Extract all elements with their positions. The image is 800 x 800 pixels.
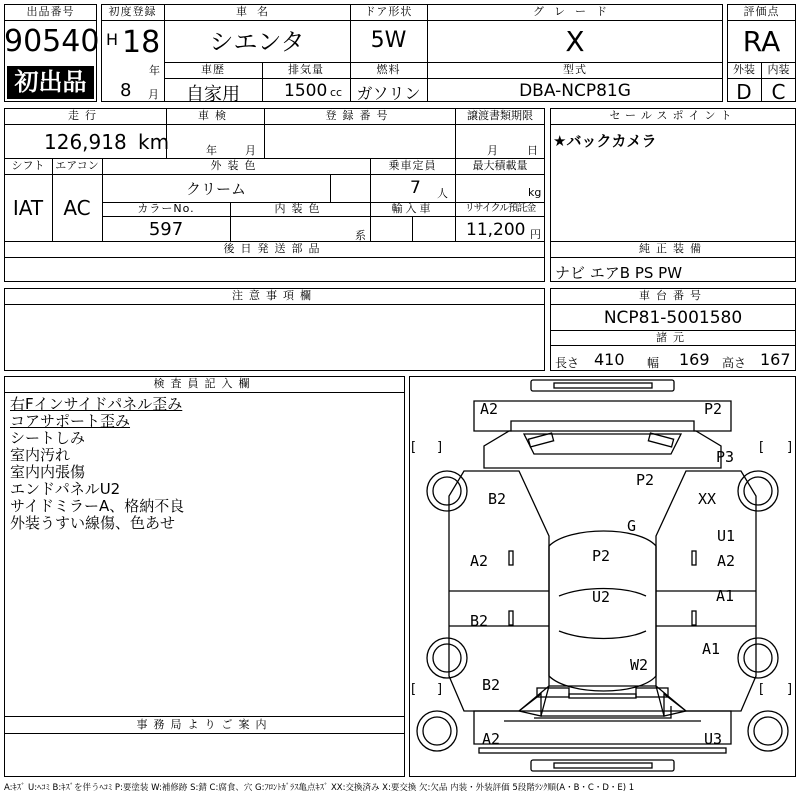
displacement-label: 排気量 xyxy=(288,63,324,76)
capacity: 7 xyxy=(410,178,421,198)
inspection-month-unit: 月 xyxy=(245,144,256,157)
mileage-unit: km xyxy=(138,130,170,154)
damage-mark: A2 xyxy=(480,400,499,418)
ac-label: エアコン xyxy=(55,159,99,172)
ac: AC xyxy=(63,196,91,220)
chassis-label: 車台番号 xyxy=(639,289,707,302)
damage-mark: P2 xyxy=(592,547,611,565)
info-line xyxy=(102,216,545,217)
caution-label: 注意事項欄 xyxy=(232,289,317,302)
damage-mark: B2 xyxy=(470,612,489,630)
inspector-line xyxy=(4,392,405,393)
reg-number-label: 登録番号 xyxy=(325,109,394,122)
lot-number: 90540 xyxy=(4,24,100,59)
info-line xyxy=(4,174,545,175)
damage-mark: U2 xyxy=(592,588,611,606)
first-reg-label: 初度登録 xyxy=(108,5,157,18)
sales-point-text: ★バックカメラ xyxy=(553,132,657,150)
exterior-grade-label: 外装 xyxy=(733,63,755,76)
svg-text:]: ] xyxy=(437,682,443,697)
history: 自家用 xyxy=(186,84,240,105)
damage-mark: B2 xyxy=(482,676,501,694)
color-no: 597 xyxy=(148,219,184,240)
first-reg-month: 8 xyxy=(120,80,132,101)
first-listing-badge: 初出品 xyxy=(7,66,94,99)
model-code-label: 型式 xyxy=(563,63,587,76)
damage-mark: A2 xyxy=(717,552,736,570)
info-vline xyxy=(330,174,331,202)
max-load-label: 最大積載量 xyxy=(472,159,528,172)
grade: X xyxy=(565,25,585,58)
mileage: 126,918 xyxy=(44,130,127,154)
door-type: 5W xyxy=(370,28,407,53)
office-label: 事務局よりご案内 xyxy=(136,718,273,731)
score-line xyxy=(727,20,796,21)
door-label: ドア形状 xyxy=(364,5,413,18)
grade-label: グレード xyxy=(533,5,617,18)
fuel-label: 燃料 xyxy=(376,63,401,76)
int-color-label: 内装色 xyxy=(274,202,326,215)
damage-mark: P2 xyxy=(704,400,723,418)
header-line xyxy=(164,78,723,79)
fuel: ガソリン xyxy=(356,84,421,103)
inspector-label: 検査員記入欄 xyxy=(153,377,256,390)
transfer-month-unit: 月 xyxy=(487,144,498,157)
score: RA xyxy=(742,25,781,58)
inspector-note: 外装うすい線傷、色あせ xyxy=(10,514,176,532)
inspection-label: 車検 xyxy=(198,109,232,122)
equipment-label: 純正装備 xyxy=(639,242,707,255)
damage-mark: P2 xyxy=(636,471,655,489)
displacement: 1500 xyxy=(284,81,328,101)
score-label: 評価点 xyxy=(743,5,780,18)
int-color-unit: 系 xyxy=(355,229,366,242)
sales-point-box xyxy=(550,108,796,242)
history-label: 車歴 xyxy=(201,63,225,76)
inspector-note: サイドミラーA、格納不良 xyxy=(10,497,185,515)
svg-text:]: ] xyxy=(437,440,443,455)
info-vline xyxy=(412,216,413,242)
equipment-line xyxy=(550,257,796,258)
length-label: 長さ xyxy=(555,356,580,370)
info-line xyxy=(4,124,545,125)
sales-point-label: セールスポイント xyxy=(609,109,737,122)
damage-mark: W2 xyxy=(630,656,649,674)
capacity-unit: 人 xyxy=(437,187,448,200)
ext-color-label: 外装色 xyxy=(210,159,262,172)
height: 167 xyxy=(760,350,791,369)
year-unit: 年 xyxy=(149,64,160,77)
ext-color: クリーム xyxy=(185,180,246,198)
max-load-unit: kg xyxy=(528,186,542,199)
inspector-note: 室内内張傷 xyxy=(10,463,86,481)
svg-text:[: [ xyxy=(411,682,417,697)
legend-text: A:ｷｽﾞ U:ﾍｺﾐ B:ｷｽﾞを伴うﾍｺﾐ P:要塗装 W:補修跡 S:錆 C:腐食、穴 G:ﾌﾛﾝﾄｶﾞﾗｽ亀点ｷｽﾞ XX:交換済み X:要交換 欠:欠品 内装・外装評価 5段階ﾗﾝｸ順(A・B・C・D・E) 1 xyxy=(4,783,635,793)
damage-mark: P3 xyxy=(716,448,735,466)
dimensions-label: 諸元 xyxy=(656,331,690,344)
inspector-note: シートしみ xyxy=(10,429,86,447)
inspector-note: コアサポート歪み xyxy=(10,412,131,430)
inspector-note: エンドパネルU2 xyxy=(10,480,121,498)
color-no-label: カラーNo. xyxy=(137,202,195,215)
length: 410 xyxy=(594,350,625,369)
shift-label: シフト xyxy=(11,159,45,172)
equipment-text: ナビ エアB PS PW xyxy=(555,264,683,282)
displacement-unit: cc xyxy=(330,86,343,99)
vehicle-info-box xyxy=(4,108,545,242)
interior-grade-label: 内装 xyxy=(767,63,790,76)
damage-mark: B2 xyxy=(488,490,507,508)
header-line xyxy=(101,20,723,21)
interior-grade: C xyxy=(771,80,786,104)
later-parts-label: 後日発送部品 xyxy=(223,242,326,255)
width-label: 幅 xyxy=(647,356,660,370)
height-label: 高さ xyxy=(722,356,747,370)
car-diagram xyxy=(409,376,796,777)
shift: IAT xyxy=(12,196,44,220)
caution-line xyxy=(4,304,545,305)
car-name: シエンタ xyxy=(209,28,305,56)
chassis-line xyxy=(550,345,796,346)
model-code: DBA-NCP81G xyxy=(519,81,631,101)
office-line xyxy=(4,733,405,734)
month-unit: 月 xyxy=(148,88,159,101)
svg-text:]: ] xyxy=(787,440,793,455)
lot-number-divider xyxy=(4,20,97,21)
damage-mark: U1 xyxy=(717,527,736,545)
recycle-fee: 11,200 xyxy=(466,220,526,240)
later-parts-line xyxy=(4,257,545,258)
mileage-label: 走行 xyxy=(68,109,102,122)
width: 169 xyxy=(679,350,710,369)
damage-mark: U3 xyxy=(704,730,723,748)
recycle-label: リサイクル預託金 xyxy=(464,203,536,214)
damage-mark: A1 xyxy=(702,640,721,658)
import-label: 輸入車 xyxy=(391,202,434,215)
exterior-grade: D xyxy=(736,80,752,104)
svg-text:[: [ xyxy=(759,440,765,455)
transfer-day-unit: 日 xyxy=(527,144,538,157)
damage-mark: A2 xyxy=(482,730,501,748)
transfer-doc-label: 譲渡書類期限 xyxy=(467,109,533,122)
damage-mark: XX xyxy=(698,490,717,508)
chassis-number: NCP81-5001580 xyxy=(603,308,743,328)
damage-mark: A2 xyxy=(470,552,489,570)
lot-number-label: 出品番号 xyxy=(26,5,75,18)
era: H xyxy=(106,30,119,49)
first-reg-year: 18 xyxy=(122,25,161,60)
svg-text:[: [ xyxy=(759,682,765,697)
capacity-label: 乗車定員 xyxy=(388,159,437,172)
svg-text:[: [ xyxy=(411,440,417,455)
inspector-note: 右Fインサイドパネル歪み xyxy=(10,395,183,413)
damage-mark: A1 xyxy=(716,587,735,605)
inspection-year-unit: 年 xyxy=(206,144,217,157)
svg-text:]: ] xyxy=(787,682,793,697)
inspector-note: 室内汚れ xyxy=(10,446,71,464)
recycle-unit: 円 xyxy=(530,228,541,241)
sales-line xyxy=(550,124,796,125)
chassis-line xyxy=(550,304,796,305)
damage-mark: G xyxy=(627,517,637,535)
car-name-label: 車名 xyxy=(236,5,278,18)
